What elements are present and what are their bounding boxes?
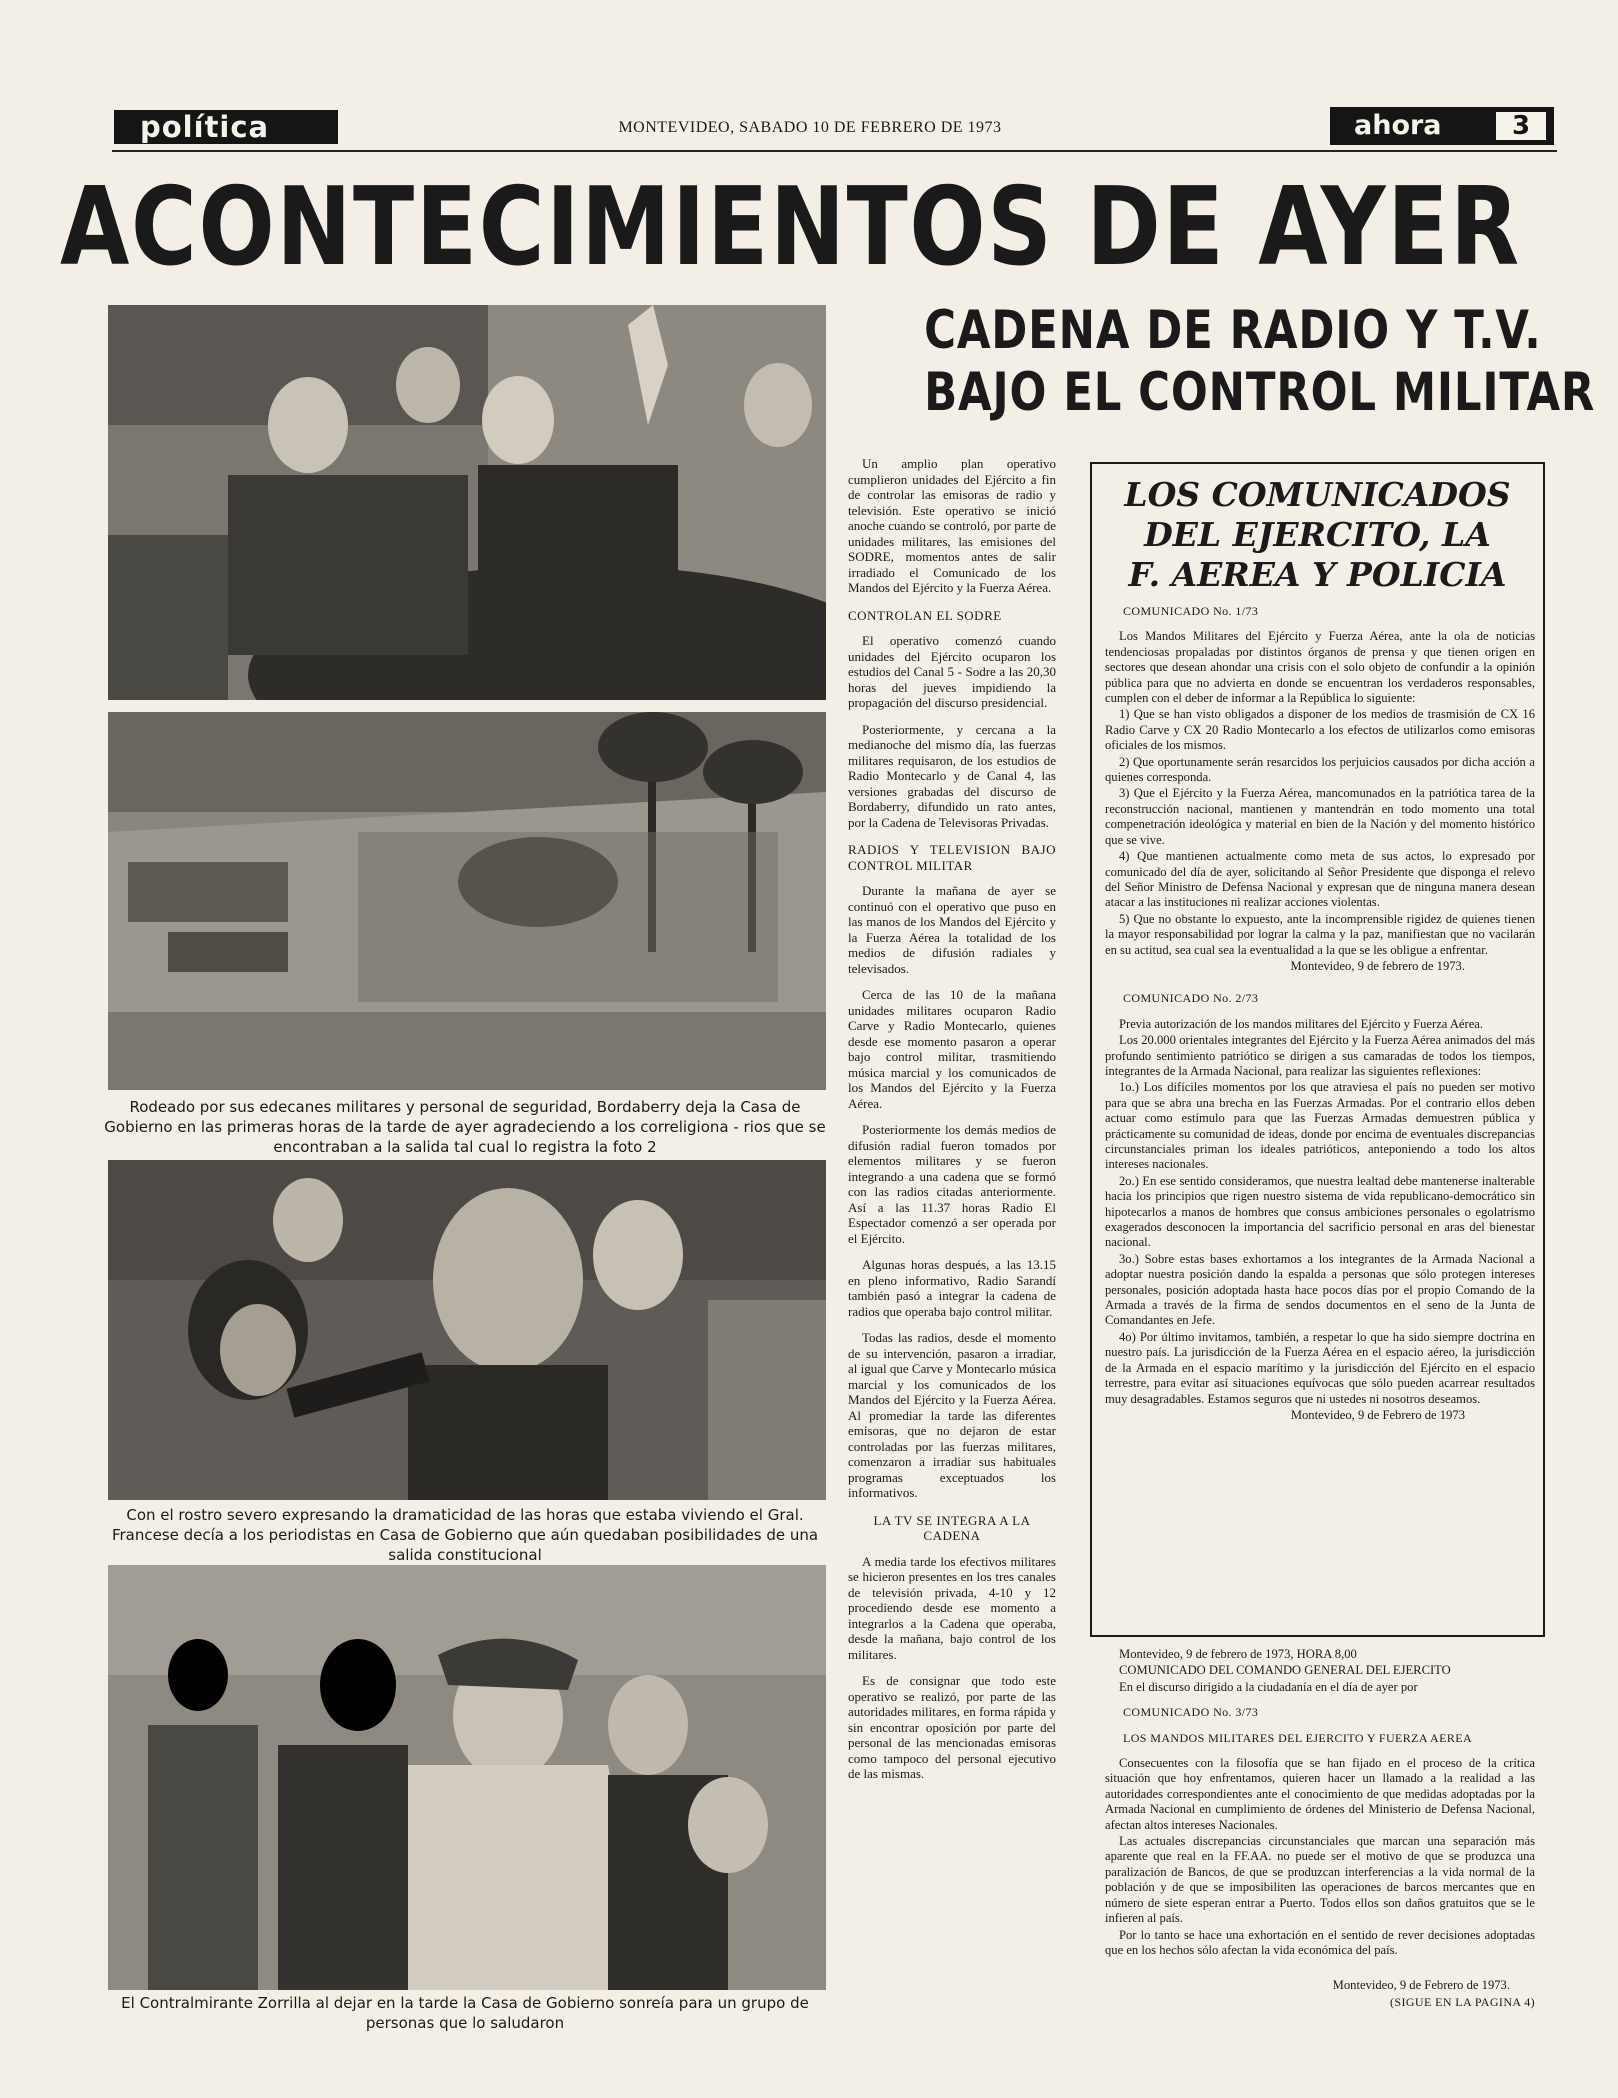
article-column [848, 456, 1056, 1793]
communique-paragraph: Previa autorización de los mandos militares del Ejército y Fuerza Aérea. [1119, 1016, 1484, 1031]
article-heading: CONTROLAN EL SODRE [848, 607, 1002, 623]
communiques-title [1100, 475, 1535, 595]
article-paragraph: A media tarde los efectivos militares se hicieron presentes en los tres canales de televisión privada, 4-10 y 12 procediendo desde ese momento a integrarlos a la Cadena que operaba, desde la mañana, bajo control de los militares. [848, 1553, 1056, 1662]
communique-paragraph: 1o.) Los difíciles momentos por los que atraviesa el país no pueden ser motivo para que se abra una brecha en las Fuerzas Armadas. Por el contrario ellos deben actuar como estímulo para que las Fuerzas Armadas demuestren pública y prácticamente su comunidad de ideas, donde por encima de eventuales discrepancias circunstanciales priman los ideales patrióticos, anteponiendo a todo los altos intereses nacionales. [1105, 1080, 1535, 1172]
communique-paragraph: 1) Que se han visto obligados a disponer de los medios de trasmisión de CX 16 Radio Carve y CX 20 Radio Montecarlo a los efectos de utilizarlos como emisoras oficiales de los mismos. [1105, 707, 1535, 753]
article-paragraph: Posteriormente los demás medios de difusión radial fueron tomados por elementos militares y se fueron integrando a una cadena que se formó con las radios citadas anteriormente. Así a las 11.37 horas Radio El Espectador comenzó a ser operada por el Ejército. [848, 1122, 1056, 1246]
article-paragraph: Durante la mañana de ayer se continuó con el operativo que puso en las manos de los Mandos del Ejército y la Fuerza Aérea la totalidad de los medios de difusión radiales y televisados. [848, 883, 1056, 976]
communique-paragraph: 4o) Por último invitamos, también, a respetar lo que ha sido siempre doctrina en nuestro país. La jurisdicción de la Fuerza Aérea en el espacio aéreo, la jurisdicción de la Armada en el espacio marítimo y la jurisdicción del Ejército en el espacio terrestre, para evitar así situaciones equívocas que sólo pueden acarrear resultados muy desagradables. Estamos seguros que ni ustedes ni nosotros deseamos. [1105, 1329, 1535, 1406]
photo-crowd-plaza [108, 712, 826, 1090]
communique-signature: Montevideo, 9 de Febrero de 1973. [1332, 1978, 1510, 1993]
communique-paragraph: 4) Que mantienen actualmente como meta de sus actos, lo expresado por comunicado del día de ayer, solicitando al Señor Presidente que disponga el relevo del Señor Ministro de Defensa Nacional y expresan que de ninguna manera desean atacar a las instituciones ni realizar acciones violentas. [1105, 849, 1535, 910]
communique-signature: Montevideo, 9 de febrero de 1973. [1290, 958, 1465, 973]
communique-label: LOS MANDOS MILITARES DEL EJERCITO Y FUERZA AEREA [1123, 1730, 1473, 1745]
communique-paragraph: En el discurso dirigido a la ciudadanía en el día de ayer por [1119, 1679, 1418, 1694]
caption-photo-4: El Contralmirante Zorrilla al dejar en la tarde la Casa de Gobierno sonreía para un grupo de personas que lo saludaron [121, 1994, 809, 2032]
communiques-title-line: DEL EJERCITO, LA [1144, 515, 1491, 554]
article-heading: RADIOS Y TELEVISION BAJO CONTROL MILITAR [848, 842, 1056, 873]
communique-label: COMUNICADO No. 1/73 [1123, 604, 1259, 618]
communique-paragraph: Montevideo, 9 de febrero de 1973, HORA 8,00 [1119, 1647, 1357, 1661]
communique-paragraph: 3o.) Sobre estas bases exhortamos a los integrantes de la Armada Nacional a adoptar nuestra posición dando la espalda a personas que sólo protegen intereses personales, posición adoptada hasta hace pocos días por el propio Comando de la Armada a través de la firma de sendos documentos en el seno de la Junta de Comandantes en Jefe. [1105, 1251, 1535, 1328]
communique-paragraph: Las actuales discrepancias circunstanciales que marcan una separación más aparente que real en la FF.AA. no puede ser el motivo de que se produzca una paralización de Bancos, de que se produzcan interferencias a la vida normal de la población y de que se imposibiliten las operaciones de barcos mercantes que en número de siete esperan entrar a Puerto. Todos ellos son daños gratuitos que se le infieren al país. [1105, 1834, 1535, 1926]
article-paragraph: Cerca de las 10 de la mañana unidades militares ocuparon Radio Carve y Radio Montecarlo, quienes desde ese momento pasaron a operar bajo control militar, trasmitiendo música marcial y los comunicados de los Mandos del Ejército y la Fuerza Aérea. [848, 987, 1056, 1111]
article-paragraph: El operativo comenzó cuando unidades del Ejército ocuparon los estudios del Canal 5 - Sodre a las 20,30 horas del jueves impidiendo la propagación del discurso presidencial. [848, 633, 1056, 710]
page-number: 3 [1496, 112, 1546, 140]
communique-paragraph: Consecuentes con la filosofía que se han fijado en el proceso de la crítica situación que hoy enfrentamos, quieren hacer un llamado a la realidad a las autoridades correspondientes ante el conocimiento de que medidas adoptadas por la Armada Nacional en cumplimiento de órdenes del Ministerio de Defensa Nacional, afectan altos intereses Nacionales. [1105, 1756, 1535, 1832]
communique-paragraph: Los 20.000 orientales integrantes del Ejército y la Fuerza Aérea animados del más profundo sentimiento patriótico se dirigen a sus camaradas de todos los tiempos, integrantes de la Armada Nacional, para realizar las siguientes reflexiones: [1105, 1033, 1535, 1078]
communiques-title-line: LOS COMUNICADOS [1124, 475, 1511, 514]
spacer [1105, 975, 1535, 987]
continued-notice: (SIGUE EN LA PAGINA 4) [1389, 1994, 1535, 2009]
communique-signature: Montevideo, 9 de Febrero de 1973 [1290, 1407, 1465, 1422]
communique-label: COMUNICADO No. 3/73 [1123, 1705, 1259, 1720]
sub-headline [862, 300, 1596, 424]
communique-label: COMUNICADO No. 2/73 [1123, 991, 1259, 1006]
dateline: MONTEVIDEO, SABADO 10 DE FEBRERO DE 1973 [618, 119, 1002, 136]
article-paragraph: Es de consignar que todo este operativo se realizó, por parte de las autoridades militares, en forma rápida y sin encontrar oposición por parte del personal de las mencionadas emisoras como tampoco del personal ejecutivo de las mismas. [848, 1673, 1056, 1781]
photo-bordaberry-leaving [108, 305, 826, 700]
communique-paragraph: 2) Que oportunamente serán resarcidos los perjuicios causados por dicha acción a quienes corresponda. [1105, 754, 1535, 785]
article-paragraph: Algunas horas después, a las 13.15 en pleno informativo, Radio Sarandí también pasó a integrar la cadena de radios que operaba bajo control militar. [848, 1257, 1056, 1319]
caption-photo-1-2: Rodeado por sus edecanes militares y personal de seguridad, Bordaberry deja la Casa de Gobierno en las primeras horas de la tarde de ayer agradeciendo a los correligiona - rios que se encontraban a la salida tal cual lo registra la foto 2 [104, 1098, 826, 1156]
communique-paragraph: 2o.) En ese sentido consideramos, que nuestra lealtad debe mantenerse inalterable hacia los principios que rigen nuestro sistema de vida republicano-democrático sin hipotecarlos a manos de hombres que consus ambiciones personales o egolatrismo exagerados desconocen la importancia del sacrificio personal en aras del bienestar nacional. [1105, 1173, 1535, 1250]
photo-francese-press [108, 1160, 826, 1500]
communique-paragraph: Los Mandos Militares del Ejército y Fuerza Aérea, ante la ola de noticias tendenciosas propaladas por distintos órganos de prensa y que tienen origen en sectores que desean ahondar una crisis con el solo objeto de confundir a la opinión pública para que no advierta en donde se encuentran los verdaderos responsables, cumplen con el deber de informar a la República lo siguiente: [1105, 629, 1535, 706]
communique-paragraph: Por lo tanto se hace una exhortación en el sentido de rever decisiones adoptadas que en los hechos sólo afectan la vida económica del país. [1105, 1927, 1535, 1957]
communique-paragraph: 3) Que el Ejército y la Fuerza Aérea, mancomunados en la patriótica tarea de la reconstrucción nacional, mantienen y mantendrán en todo momento una total compenetración ideológica y material en bien de la Nación y del momento histórico que se vive. [1105, 786, 1535, 847]
photo-zorrilla-leaving [108, 1565, 826, 1990]
section-tag: política [114, 110, 338, 144]
communique-paragraph: COMUNICADO DEL COMANDO GENERAL DEL EJERCITO [1119, 1663, 1451, 1678]
communique-3-block [1105, 1647, 1535, 2011]
communique-paragraph: 5) Que no obstante lo expuesto, ante la incomprensible rigidez de quienes tienen la mayor responsabilidad por lograr la calma y la paz, manifiestan que no vacilarán en su actitud, sea cual sea la eventualidad a la que se les obligue a enfrentar. [1105, 911, 1535, 957]
article-paragraph: Todas las radios, desde el momento de su intervención, pasaron a irradiar, al igual que Carve y Montecarlo música marcial y los comunicados de los Mandos del Ejército y la Fuerza Aérea. Al promediar la tarde las diferentes emisoras, que no dejaron de estar controladas por las fuerzas militares, comenzaron a irradiar sus habituales programas exceptuados los informativos. [848, 1330, 1056, 1500]
masthead-brand [1330, 107, 1554, 145]
communiques-body [1105, 600, 1535, 1424]
sub-headline-line-1: CADENA DE RADIO Y T.V. [924, 300, 1542, 361]
article-paragraph: Un amplio plan operativo cumplieron unidades del Ejército a fin de controlar las emisoras de radio y televisión. Este operativo se inició anoche cuando se controló, por parte de unidades militares, las emisiones del SODRE, momentos antes de salir irradiado el Comunicado de los Mandos del Ejército y la Fuerza Aérea. [848, 456, 1056, 595]
main-headline: ACONTECIMIENTOS DE AYER [60, 165, 1521, 290]
header-rule [112, 150, 1557, 152]
article-paragraph: Posteriormente, y cercana a la medianoche del mismo día, las fuerzas militares requisaron, de los estudios de Radio Montecarlo y de Canal 4, las versiones grabadas del discurso de Bordaberry, difundido un rato antes, por la Cadena de Televisoras Privadas. [848, 721, 1056, 830]
communiques-title-line: F. AEREA Y POLICIA [1128, 555, 1507, 594]
caption-photo-3: Con el rostro severo expresando la dramaticidad de las horas que estaba viviendo el Gral. Francese decía a los periodistas en Casa de Gobierno que aún quedaban posibilidades de una salida constitucional [111, 1506, 819, 1564]
article-heading: LA TV SE INTEGRA A LA CADENA [873, 1512, 1031, 1543]
brand-name: ahora [1354, 110, 1442, 141]
sub-headline-line-2: BAJO EL CONTROL MILITAR [924, 362, 1596, 423]
